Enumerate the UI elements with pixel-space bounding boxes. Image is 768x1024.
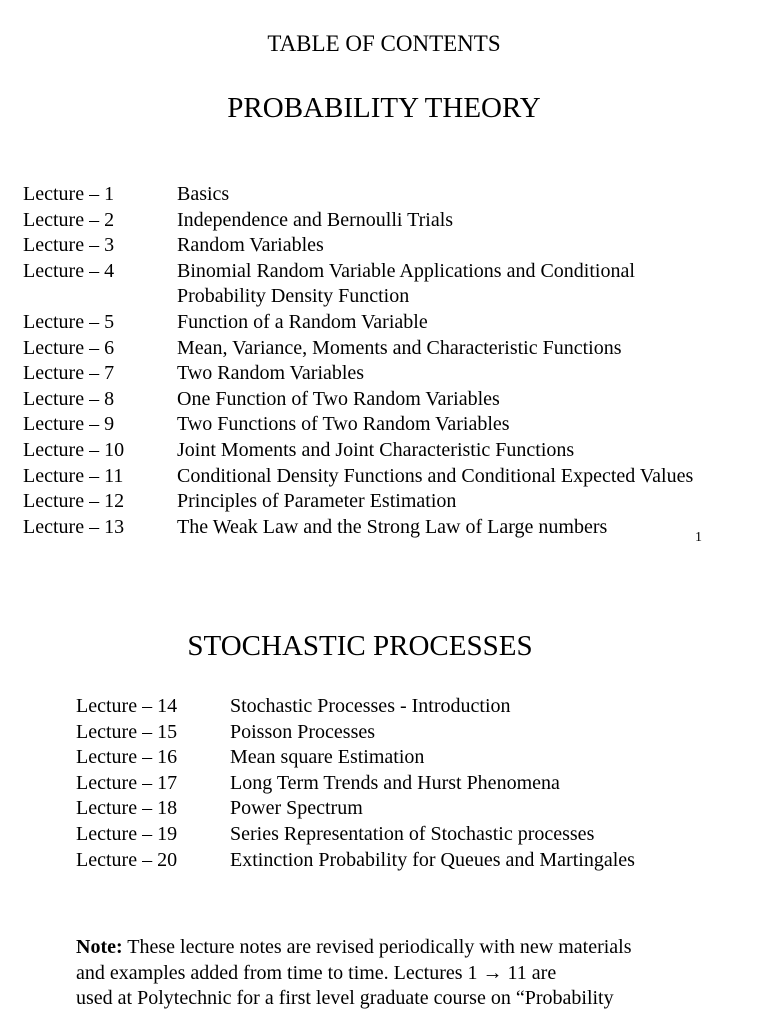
lecture-row bbox=[23, 336, 743, 362]
lecture-row bbox=[76, 771, 756, 797]
lecture-number: Lecture – 4 bbox=[23, 259, 115, 282]
lecture-number: Lecture – 20 bbox=[76, 848, 178, 871]
lecture-title: The Weak Law and the Strong Law of Large numbers bbox=[177, 515, 608, 538]
note-text-line: used at Polytechnic for a first level graduate course on “Probability bbox=[76, 987, 614, 1010]
lecture-number: Lecture – 3 bbox=[23, 234, 115, 257]
lecture-title: Mean square Estimation bbox=[230, 746, 425, 769]
section-title-probability-theory: PROBABILITY THEORY bbox=[227, 92, 541, 124]
lecture-title: Long Term Trends and Hurst Phenomena bbox=[230, 771, 560, 794]
lecture-row bbox=[76, 796, 756, 822]
note-text-line: and examples added from time to time. Lectures 1 → 11 are bbox=[76, 961, 557, 984]
lecture-title: Function of a Random Variable bbox=[177, 310, 428, 333]
lecture-row bbox=[76, 848, 756, 874]
lecture-title: Stochastic Processes - Introduction bbox=[230, 695, 511, 717]
lecture-row bbox=[76, 694, 756, 720]
lecture-row bbox=[23, 310, 743, 336]
lecture-row bbox=[76, 822, 756, 848]
lecture-list-stochastic-processes bbox=[76, 694, 756, 873]
lecture-row bbox=[76, 720, 756, 746]
lecture-number: Lecture – 13 bbox=[23, 515, 125, 538]
note-text-line: These lecture notes are revised periodically with new materials bbox=[127, 936, 632, 958]
lecture-title: Extinction Probability for Queues and Martingales bbox=[230, 848, 635, 871]
lecture-row bbox=[76, 745, 756, 771]
note-label: Note: bbox=[76, 936, 123, 958]
lecture-number: Lecture – 17 bbox=[76, 771, 178, 794]
lecture-number: Lecture – 5 bbox=[23, 310, 115, 333]
lecture-title: Basics bbox=[177, 183, 230, 205]
lecture-title: Power Spectrum bbox=[230, 797, 363, 820]
lecture-number: Lecture – 12 bbox=[23, 490, 125, 513]
lecture-number: Lecture – 6 bbox=[23, 336, 115, 359]
lecture-number: Lecture – 8 bbox=[23, 387, 115, 410]
lecture-title: Independence and Bernoulli Trials bbox=[177, 208, 454, 231]
lecture-row bbox=[23, 515, 743, 541]
lecture-number: Lecture – 19 bbox=[76, 822, 178, 845]
lecture-row bbox=[23, 489, 743, 515]
lecture-row bbox=[23, 361, 743, 387]
lecture-number: Lecture – 10 bbox=[23, 438, 125, 461]
note-paragraph bbox=[76, 935, 716, 1012]
page-number: 1 bbox=[695, 530, 702, 545]
lecture-title: Mean, Variance, Moments and Characteristic Functions bbox=[177, 336, 622, 359]
lecture-title: Principles of Parameter Estimation bbox=[177, 490, 457, 513]
lecture-number: Lecture – 1 bbox=[23, 183, 115, 205]
page-title: TABLE OF CONTENTS bbox=[267, 31, 501, 56]
lecture-number: Lecture – 18 bbox=[76, 797, 178, 820]
lecture-title: Two Functions of Two Random Variables bbox=[177, 413, 510, 436]
lecture-row bbox=[23, 387, 743, 413]
lecture-number: Lecture – 15 bbox=[76, 720, 178, 743]
lecture-title: Two Random Variables bbox=[177, 362, 365, 385]
lecture-number: Lecture – 14 bbox=[76, 695, 178, 717]
lecture-title: Joint Moments and Joint Characteristic Functions bbox=[177, 438, 575, 461]
lecture-row bbox=[23, 259, 743, 310]
lecture-row bbox=[23, 438, 743, 464]
lecture-number: Lecture – 2 bbox=[23, 208, 115, 231]
lecture-title: Random Variables bbox=[177, 234, 324, 257]
lecture-number: Lecture – 11 bbox=[23, 464, 124, 487]
lecture-row bbox=[23, 412, 743, 438]
lecture-title: Poisson Processes bbox=[230, 720, 376, 743]
lecture-list-probability-theory bbox=[23, 182, 743, 540]
lecture-row bbox=[23, 208, 743, 234]
lecture-title: Conditional Density Functions and Conditional Expected Values bbox=[177, 464, 694, 487]
lecture-row bbox=[23, 182, 743, 208]
lecture-title: Series Representation of Stochastic processes bbox=[230, 822, 595, 845]
lecture-title: One Function of Two Random Variables bbox=[177, 387, 500, 410]
lecture-row bbox=[23, 464, 743, 490]
lecture-row bbox=[23, 233, 743, 259]
lecture-number: Lecture – 16 bbox=[76, 746, 178, 769]
lecture-title: Binomial Random Variable Applications and Conditional Probability Density Function bbox=[177, 259, 635, 308]
lecture-number: Lecture – 7 bbox=[23, 362, 115, 385]
lecture-number: Lecture – 9 bbox=[23, 413, 115, 436]
section-title-stochastic-processes: STOCHASTIC PROCESSES bbox=[187, 630, 533, 662]
